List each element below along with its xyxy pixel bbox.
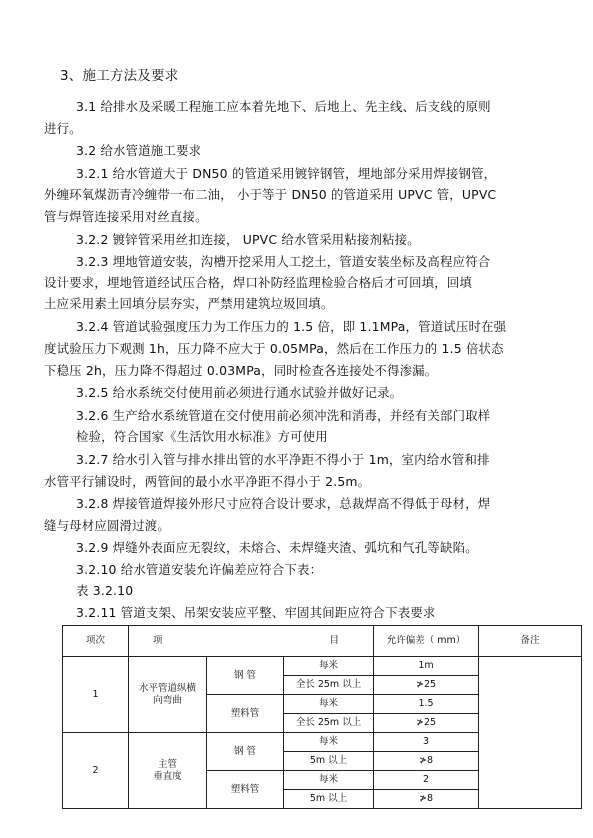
paragraph-3-2-8-line2: 缝与母材应圆滑过渡。	[44, 518, 170, 533]
row1-item: 水平管道纵横向弯曲	[129, 657, 207, 733]
row2-plastic-per-m-value: 2	[374, 771, 479, 790]
paragraph-3-2-6: 3.2.6 生产给水系统管道在交付使用前必须冲洗和消毒，并经有关部门取样	[76, 408, 491, 423]
paragraph-3-2-10: 3.2.10 给水管道安装允许偏差应符合下表：	[76, 562, 323, 577]
table-header-row	[63, 626, 582, 657]
row2-item	[129, 733, 207, 809]
row1-steel: 钢 管	[207, 657, 284, 695]
remark-cell	[479, 657, 582, 809]
row2-steel-full-value: ≯8	[374, 752, 479, 771]
row1-steel-full-value: ≯25	[374, 676, 479, 695]
table-caption: 表 3.2.10	[76, 583, 134, 598]
row2-item-sub: 垂直度	[153, 770, 182, 782]
paragraph-3-2-2: 3.2.2 镀锌管采用丝扣连接， UPVC 给水管采用粘接剂粘接。	[76, 232, 420, 247]
row2-steel-full: 5m 以上	[284, 752, 374, 771]
row2-plastic-full-value: ≯8	[374, 790, 479, 809]
paragraph-3-2-3: 3.2.3 埋地管道安装，沟槽开挖采用人工挖土，管道安装坐标及高程应符合	[76, 254, 491, 269]
row1-plastic-per-m-value: 1.5	[374, 695, 479, 714]
paragraph-3-2-1: 3.2.1 给水管道大于 DN50 的管道采用镀锌钢管，埋地部分采用焊接钢管，	[76, 166, 497, 181]
tolerance-table	[62, 625, 582, 809]
paragraph-3-2-4: 3.2.4 管道试验强度压力为工作压力的 1.5 倍，即 1.1MPa，管道试压时在强	[76, 319, 507, 334]
paragraph-3-2-1-line2: 外缠环氧煤沥青冷缠带一布二油， 小于等于 DN50 的管道采用 UPVC 管，UPVC	[44, 187, 497, 202]
row2-plastic-per-m: 每米	[284, 771, 374, 790]
paragraph-3-2-5: 3.2.5 给水系统交付使用前必须进行通水试验并做好记录。	[76, 385, 403, 400]
paragraph-3-2-4-line2: 度试验压力下观测 1h，压力降不应大于 0.05MPa，然后在工作压力的 1.5 倍状态	[44, 341, 504, 356]
paragraph-3-2-8: 3.2.8 焊接管道焊接外形尺寸应符合设计要求，总裁焊高不得低于母材，焊	[76, 496, 491, 511]
row1-index: 1	[63, 657, 129, 733]
row2-steel-per-m: 每米	[284, 733, 374, 752]
row2-item-main: 主管	[157, 758, 177, 770]
paragraph-3-2-7: 3.2.7 给水引入管与排水排出管的水平净距不得小于 1m，室内给水管和排	[76, 452, 490, 467]
paragraph-3-2-3-line2: 设计要求，埋地管道经试压合格，焊口补防经监理检验合格后才可回填，回填	[44, 275, 473, 290]
header-index: 项次	[63, 626, 129, 657]
paragraph-3-2-4-line3: 下稳压 2h，压力降不得超过 0.03MPa，同时检查各连接处不得渗漏。	[44, 363, 438, 378]
row1-plastic-per-m: 每米	[284, 695, 374, 714]
paragraph-3-2: 3.2 给水管道施工要求	[76, 143, 202, 158]
row2-plastic-full: 5m 以上	[284, 790, 374, 809]
table-row	[63, 657, 582, 676]
row1-plastic: 塑料管	[207, 695, 284, 733]
row1-steel-full: 全长 25m 以上	[284, 676, 374, 695]
row2-steel: 钢 管	[207, 733, 284, 771]
section-title: 3、施工方法及要求	[60, 68, 179, 84]
row2-plastic: 塑料管	[207, 771, 284, 809]
header-target: 目	[207, 626, 374, 657]
row2-index: 2	[63, 733, 129, 809]
header-remark: 备注	[479, 626, 582, 657]
header-tolerance: 允许偏差（ mm）	[374, 626, 479, 657]
paragraph-3-2-1-line3: 管与焊管连接采用对丝直接。	[44, 209, 208, 224]
row1-plastic-full: 全长 25m 以上	[284, 714, 374, 733]
paragraph-3-2-7-line2: 水管平行铺设时，两管间的最小水平净距不得小于 2.5m。	[44, 474, 371, 489]
paragraph-3-2-11: 3.2.11 管道支架、吊架安装应平整、牢固其间距应符合下表要求	[76, 605, 436, 620]
row1-steel-per-m-value: 1m	[374, 657, 479, 676]
paragraph-3-2-3-line3: 土应采用素土回填分层夯实，严禁用建筑垃圾回填。	[44, 296, 334, 311]
row1-plastic-full-value: ≯25	[374, 714, 479, 733]
header-item: 项	[129, 626, 207, 657]
paragraph-3-1: 3.1 给排水及采暖工程施工应本着先地下、后地上、先主线、后支线的原则	[76, 99, 491, 114]
row2-steel-per-m-value: 3	[374, 733, 479, 752]
paragraph-3-2-9: 3.2.9 焊缝外表面应无裂纹，未熔合、未焊缝夹渣、弧坑和气孔等缺陷。	[76, 540, 478, 555]
paragraph-3-1-cont: 进行。	[44, 121, 82, 136]
paragraph-3-2-6-line2: 检验，符合国家《生活饮用水标准》方可使用	[76, 429, 328, 444]
row1-steel-per-m: 每米	[284, 657, 374, 676]
